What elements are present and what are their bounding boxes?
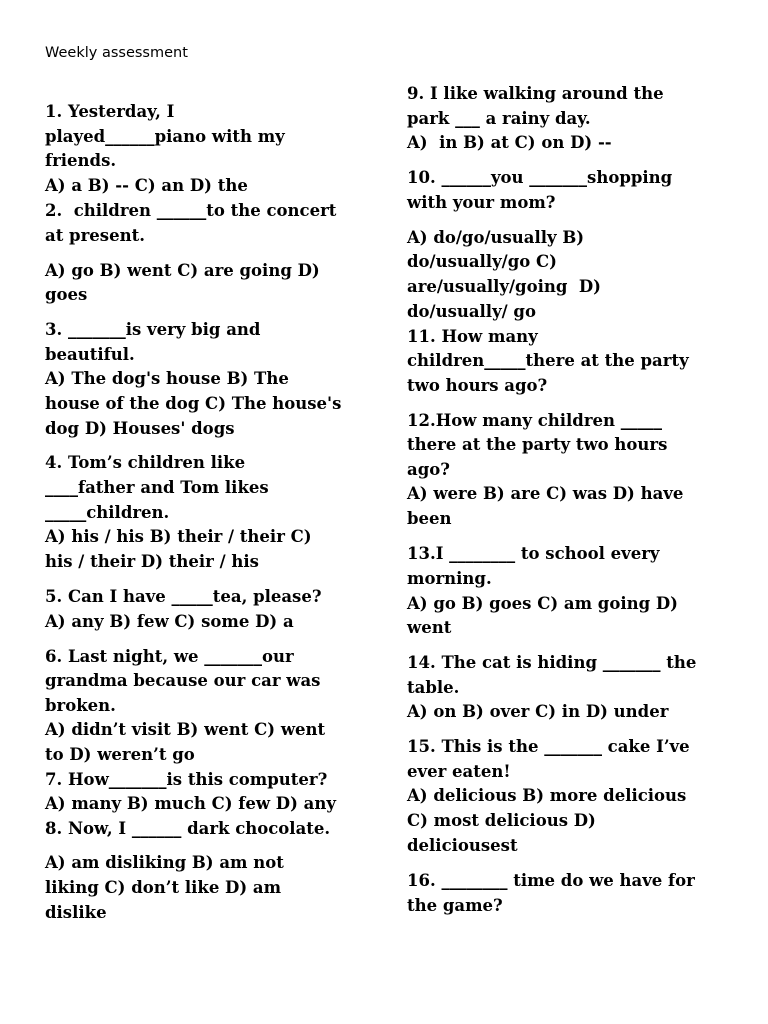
text-line: A) go B) goes C) am going D) — [407, 594, 678, 613]
text-line: broken. — [45, 696, 116, 715]
text-line: with your mom? — [407, 193, 556, 212]
text-line: A) delicious B) more delicious — [407, 786, 687, 805]
text-line: are/usually/going D) — [407, 277, 601, 296]
text-line: liking C) don’t like D) am — [45, 878, 282, 897]
text-line: deliciousest — [407, 836, 518, 855]
text-line: 5. Can I have _____tea, please? — [45, 587, 322, 606]
text-line: dog D) Houses' dogs — [45, 419, 235, 438]
text-line: to D) weren’t go — [45, 745, 195, 764]
text-line: ever eaten! — [407, 762, 511, 781]
text-line: C) most delicious D) — [407, 811, 596, 830]
text-line: 10. ______you _______shopping — [407, 168, 673, 187]
text-line: 11. How many — [407, 327, 538, 346]
text-line: 16. ________ time do we have for — [407, 871, 695, 890]
text-line: played______piano with my — [45, 127, 285, 146]
text-line: _____children. — [45, 503, 170, 522]
text-line: A) do/go/usually B) — [407, 228, 585, 247]
text-line: A) a B) -- C) an D) the — [45, 176, 248, 195]
text-line: 2. children ______to the concert — [45, 201, 337, 220]
text-line: 14. The cat is hiding _______ the — [407, 653, 697, 672]
text-line: 6. Last night, we _______our — [45, 647, 294, 666]
text-line: 1. Yesterday, I — [45, 102, 175, 121]
text-line: A) his / his B) their / their C) — [45, 527, 312, 546]
text-line: there at the party two hours — [407, 435, 668, 454]
text-line: A) on B) over C) in D) under — [407, 702, 669, 721]
text-line: 7. How_______is this computer? — [45, 770, 328, 789]
text-line: ____father and Tom likes — [45, 478, 269, 497]
text-line: A) any B) few C) some D) a — [45, 612, 294, 631]
text-line: grandma because our car was — [45, 671, 321, 690]
text-line: A) am disliking B) am not — [45, 853, 284, 872]
text-line: the game? — [407, 896, 503, 915]
text-line: 8. Now, I ______ dark chocolate. — [45, 819, 331, 838]
text-line: 12.How many children _____ — [407, 411, 663, 430]
text-line: do/usually/go C) — [407, 252, 557, 271]
text-line: 13.I ________ to school every — [407, 544, 660, 563]
text-line: ago? — [407, 460, 450, 479]
text-line: do/usually/ go — [407, 302, 536, 321]
text-line: park ___ a rainy day. — [407, 109, 591, 128]
text-line: house of the dog C) The house's — [45, 394, 342, 413]
text-line: went — [407, 618, 452, 637]
text-line: goes — [45, 285, 88, 304]
text-line: been — [407, 509, 452, 528]
text-line: table. — [407, 678, 460, 697]
page-title: Weekly assessment — [45, 45, 188, 61]
text-line: A) didn’t visit B) went C) went — [45, 720, 326, 739]
text-line: 3. _______is very big and — [45, 320, 261, 339]
text-line: friends. — [45, 151, 117, 170]
text-line: A) The dog's house B) The — [45, 369, 289, 388]
text-line: dislike — [45, 903, 107, 922]
text-line: 4. Tom’s children like — [45, 453, 246, 472]
text-line: A) go B) went C) are going D) — [45, 261, 320, 280]
text-line: at present. — [45, 226, 145, 245]
text-line: A) many B) much C) few D) any — [45, 794, 336, 813]
text-line: children_____there at the party — [407, 351, 689, 370]
text-line: his / their D) their / his — [45, 552, 259, 571]
text-line: morning. — [407, 569, 492, 588]
text-line: 9. I like walking around the — [407, 84, 664, 103]
text-line: A) were B) are C) was D) have — [407, 484, 684, 503]
text-line: A) in B) at C) on D) -- — [407, 133, 612, 152]
text-line: 15. This is the _______ cake I’ve — [407, 737, 690, 756]
text-line: beautiful. — [45, 345, 135, 364]
text-line: two hours ago? — [407, 376, 548, 395]
